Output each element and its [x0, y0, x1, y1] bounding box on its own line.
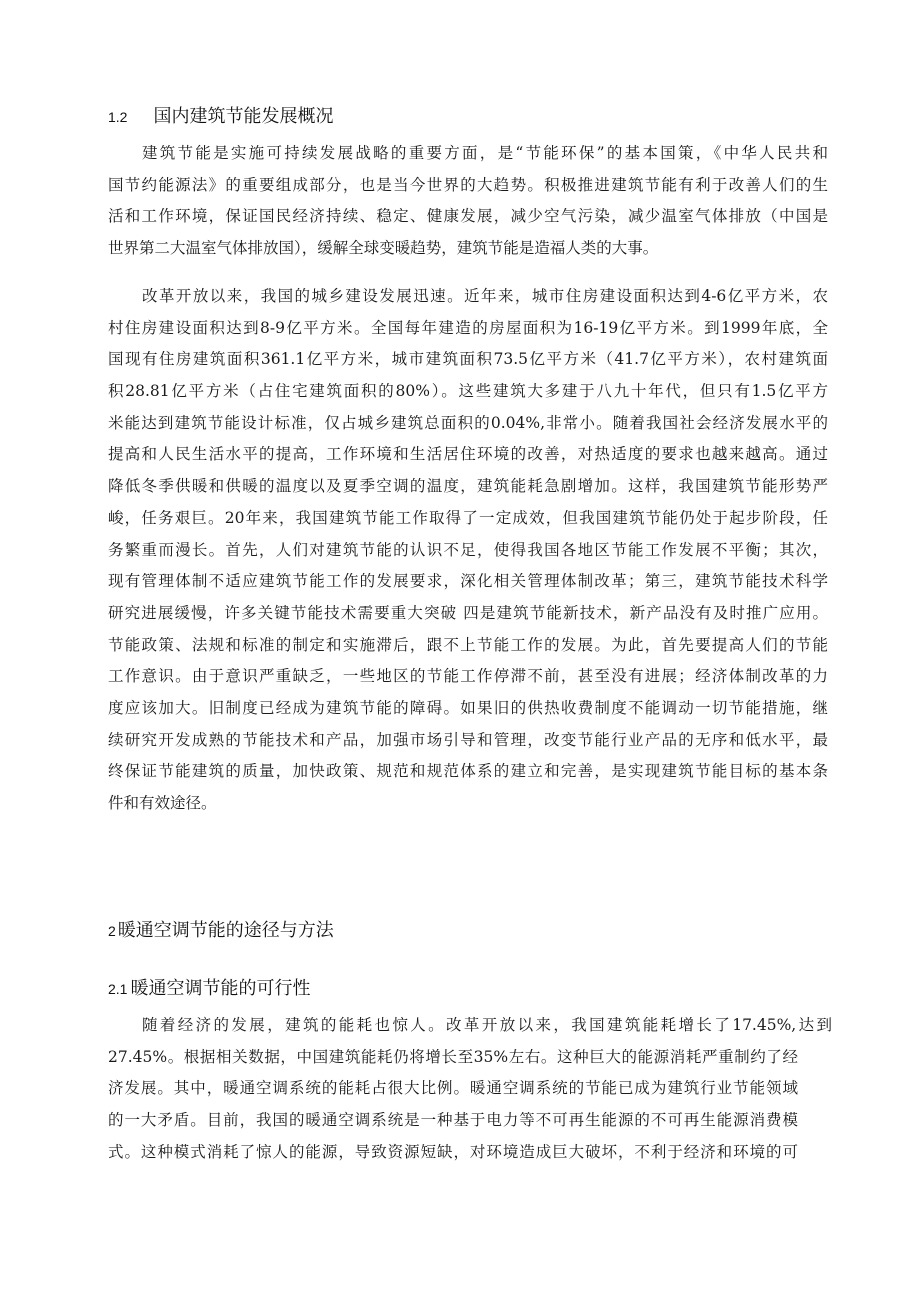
- paragraph-line: 终保证节能建筑的质量，加快政策、规范和规范体系的建立和完善，是实现建筑节能目标的基本条: [108, 762, 828, 781]
- paragraph-line: 国节约能源法》的重要组成部分，也是当今世界的大趋势。积极推进建筑节能有利于改善人们的生: [108, 175, 828, 194]
- paragraph-line: 降低冬季供暖和供暖的温度以及夏季空调的温度，建筑能耗急剧增加。这样，我国建筑节能形势严: [108, 477, 828, 496]
- section-heading-2: [108, 916, 334, 942]
- paragraph-line: 活和工作环境，保证国民经济持续、稳定、健康发展，减少空气污染，减少温室气体排放（中国是: [108, 207, 828, 226]
- paragraph-line: 工作意识。由于意识严重缺乏，一些地区的节能工作停滞不前，甚至没有进展；经济体制改革的力: [108, 667, 828, 686]
- paragraph-line: 度应该加大。旧制度已经成为建筑节能的障碍。如果旧的供热收费制度不能调动一切节能措施，继: [108, 698, 828, 717]
- paragraph-line: 式。这种模式消耗了惊人的能源，导致资源短缺，对环境造成巨大破坏，不利于经济和环境的可: [108, 1142, 798, 1161]
- paragraph-line: 提高和人民生活水平的提高，工作环境和生活居住环境的改善，对热适度的要求也越来越高。通过: [108, 445, 828, 464]
- section-number: 2: [108, 923, 116, 939]
- section-heading-2-1: [108, 974, 310, 1000]
- paragraph-line: 节能政策、法规和标准的制定和实施滞后，跟不上节能工作的发展。为此，首先要提高人们的节能: [108, 635, 828, 654]
- paragraph-line: 续研究开发成熟的节能技术和产品，加强市场引导和管理，改变节能行业产品的无序和低水平，最: [108, 730, 828, 749]
- section-heading-1-2: [108, 102, 333, 128]
- paragraph-line: 峻，任务艰巨。20年来，我国建筑节能工作取得了一定成效，但我国建筑节能仍处于起步阶段，任: [108, 508, 828, 527]
- section-number: 2.1: [108, 981, 128, 997]
- paragraph-urban-rural-construction: [108, 281, 828, 820]
- paragraph-line: 济发展。其中，暖通空调系统的能耗占很大比例。暖通空调系统的节能已成为建筑行业节能领域: [108, 1079, 798, 1098]
- paragraph-hvac-feasibility: [108, 1010, 832, 1168]
- paragraph-line: 世界第二大温室气体排放国），缓解全球变暖趋势，建筑节能是造福人类的大事。: [108, 239, 659, 258]
- paragraph-line: 27.45%。根据相关数据，中国建筑能耗仍将增长至35%左右。这种巨大的能源消耗严重制约了经: [108, 1047, 798, 1066]
- paragraph-line: 村住房建设面积达到8-9亿平方米。全国每年建造的房屋面积为16-19亿平方米。到1999年底，全: [108, 318, 828, 337]
- paragraph-line: 改革开放以来，我国的城乡建设发展迅速。近年来，城市住房建设面积达到4-6亿平方米，农: [142, 287, 828, 305]
- paragraph-line: 国现有住房建筑面积361.1亿平方米，城市建筑面积73.5亿平方米（41.7亿平方米），农村建筑面: [108, 350, 828, 369]
- paragraph-line: 务繁重而漫长。首先，人们对建筑节能的认识不足，使得我国各地区节能工作发展不平衡；其次，: [108, 540, 828, 559]
- section-title: 暖通空调节能的途径与方法: [117, 920, 334, 941]
- paragraph-line: 的一大矛盾。目前，我国的暖通空调系统是一种基于电力等不可再生能源的不可再生能源消费模: [108, 1111, 798, 1130]
- paragraph-line: 积28.81亿平方米（占住宅建筑面积的80%）。这些建筑大多建于八九十年代，但只有1.5亿平方: [108, 382, 828, 401]
- paragraph-line: 随着经济的发展，建筑的能耗也惊人。改革开放以来，我国建筑能耗增长了17.45%,达到: [142, 1016, 832, 1034]
- section-title: 国内建筑节能发展概况: [153, 106, 334, 127]
- section-number: 1.2: [108, 109, 128, 125]
- paragraph-line: 件和有效途径。: [108, 794, 217, 812]
- paragraph-line: 米能达到建筑节能设计标准，仅占城乡建筑总面积的0.04%,非常小。随着我国社会经济发展水平的: [108, 413, 828, 432]
- paragraph-line: 研究进展缓慢，许多关键节能技术需要重大突破 四是建筑节能新技术，新产品没有及时推广应用。: [108, 603, 828, 622]
- paragraph-line: 建筑节能是实施可持续发展战略的重要方面，是“节能环保”的基本国策，《中华人民共和: [142, 144, 828, 162]
- section-title: 暖通空调节能的可行性: [130, 978, 311, 999]
- paragraph-building-energy-saving: [108, 138, 828, 265]
- paragraph-line: 现有管理体制不适应建筑节能工作的发展要求，深化相关管理体制改革；第三，建筑节能技术科学: [108, 572, 828, 591]
